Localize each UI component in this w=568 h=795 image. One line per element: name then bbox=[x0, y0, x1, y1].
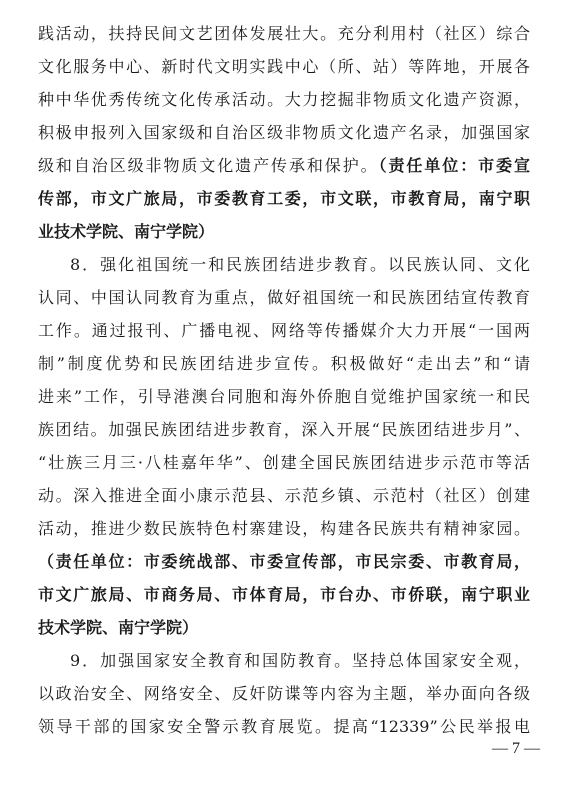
responsibility-label: （责任单位：市委宣 bbox=[378, 156, 530, 175]
text-line: 践活动，扶持民间文艺团体发展壮大。充分利用村（社区）综合 bbox=[38, 24, 530, 43]
text-line: 工作。通过报刊、广播电视、网络等传播媒介大力开展“一国两 bbox=[38, 321, 530, 340]
responsibility-line: （责任单位：市委统战部、市委宣传部，市民宗委、市教育局， bbox=[38, 552, 530, 571]
text-line: 制”制度优势和民族团结进步宣传。积极做好“走出去”和“请 bbox=[38, 354, 530, 373]
text-line: 积极申报列入国家级和自治区级非物质文化遗产名录，加强国家 bbox=[38, 123, 530, 142]
text-line: 领导干部的国家安全警示教育展览。提高“12339”公民举报电 bbox=[38, 717, 530, 736]
text-line: “壮族三月三·八桂嘉年华”、创建全国民族团结进步示范市等活 bbox=[38, 453, 530, 472]
section-heading-9: 9．加强国家安全教育和国防教育。坚持总体国家安全观， bbox=[70, 651, 530, 670]
responsibility-line: 业技术学院、南宁学院） bbox=[38, 222, 215, 241]
section-heading-8: 8．强化祖国统一和民族团结进步教育。以民族认同、文化 bbox=[70, 255, 530, 274]
text-line: 文化服务中心、新时代文明实践中心（所、站）等阵地，开展各 bbox=[38, 57, 530, 76]
responsibility-line: 市文广旅局、市商务局、市体育局，市台办、市侨联，南宁职业 bbox=[38, 585, 530, 604]
text-line: 进来”工作，引导港澳台同胞和海外侨胞自觉维护国家统一和民 bbox=[38, 387, 530, 406]
text-line: 认同、中国认同教育为重点，做好祖国统一和民族团结宣传教育 bbox=[38, 288, 530, 307]
text-line: 族团结。加强民族团结进步教育，深入开展“民族团结进步月”、 bbox=[38, 420, 530, 439]
text-line bbox=[38, 151, 530, 181]
text-line: 活动，推进少数民族特色村寨建设，构建各民族共有精神家园。 bbox=[38, 519, 530, 538]
text-segment: 级和自治区级非物质文化遗产传承和保护。 bbox=[38, 156, 379, 175]
responsibility-line: 技术学院、南宁学院） bbox=[38, 618, 199, 637]
page-number: — 7 — bbox=[492, 740, 540, 757]
text-line: 以政治安全、网络安全、反奸防谍等内容为主题，举办面向各级 bbox=[38, 684, 530, 703]
responsibility-line: 传部，市文广旅局，市委教育工委，市文联，市教育局，南宁职 bbox=[38, 189, 530, 208]
text-line: 动。深入推进全面小康示范县、示范乡镇、示范村（社区）创建 bbox=[38, 486, 530, 505]
text-line: 种中华优秀传统文化传承活动。大力挖掘非物质文化遗产资源， bbox=[38, 90, 530, 109]
